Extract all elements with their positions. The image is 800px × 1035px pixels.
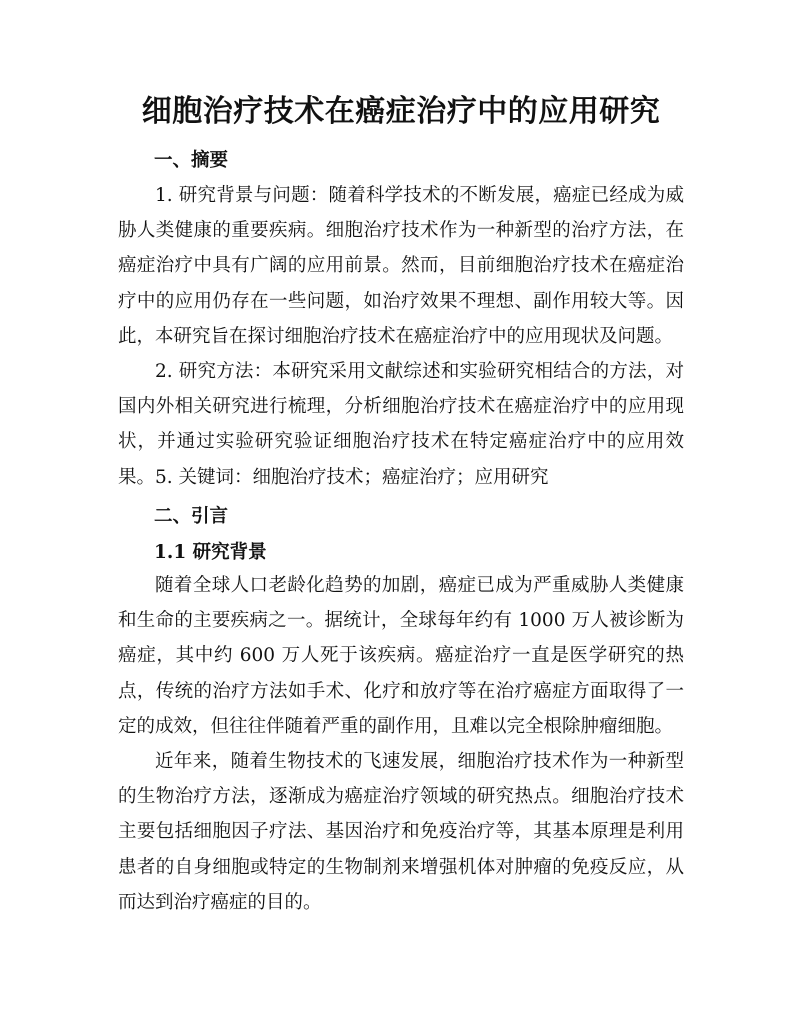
document-title: 细胞治疗技术在癌症治疗中的应用研究 [141,94,661,129]
introduction-paragraph-2: 近年来，随着生物技术的飞速发展，细胞治疗技术作为一种新型的生物治疗方法，逐渐成为癌症治疗领域的研究热点。细胞治疗技术主要包括细胞因子疗法、基因治疗和免疫治疗等，其基本原理是利用患者的自身细胞或特定的生物制剂来增强机体对肿瘤的免疫反应，从而达到治疗癌症的目的。 [118,751,684,913]
abstract-paragraph-keywords: 5. 关键词：细胞治疗技术；癌症治疗；应用研究 [155,467,549,488]
abstract-paragraph-background: 1. 研究背景与问题：随着科学技术的不断发展，癌症已经成为威胁人类健康的重要疾病。细胞治疗技术作为一种新型的治疗方法，在癌症治疗中具有广阔的应用前景。然而，目前细胞治疗技术在癌症治疗中的应用仍存在一些问题，如治疗效果不理想、副作用较大等。因此，本研究旨在探讨细胞治疗技术在癌症治疗中的应用现状及问题。 [118,185,684,347]
introduction-heading: 二、引言 [154,506,229,527]
abstract-paragraph-method: 2. 研究方法：本研究采用文献综述和实验研究相结合的方法，对国内外相关研究进行梳理，分析细胞治疗技术在癌症治疗中的应用现状，并通过实验研究验证细胞治疗技术在特定癌症治疗中的应用效果。 [118,361,684,488]
research-background-subheading: 1.1 研究背景 [154,542,267,563]
introduction-paragraph-1: 随着全球人口老龄化趋势的加剧，癌症已成为严重威胁人类健康和生命的主要疾病之一。据统计，全球每年约有 1000 万人被诊断为癌症，其中约 600 万人死于该疾病。癌症治疗一直是医学研究的热点，传统的治疗方法如手术、化疗和放疗等在治疗癌症方面取得了一定的成效，但往往伴随着严重的副作用，且难以完全根除肿瘤细胞。 [118,575,684,737]
abstract-heading: 一、摘要 [154,150,229,171]
